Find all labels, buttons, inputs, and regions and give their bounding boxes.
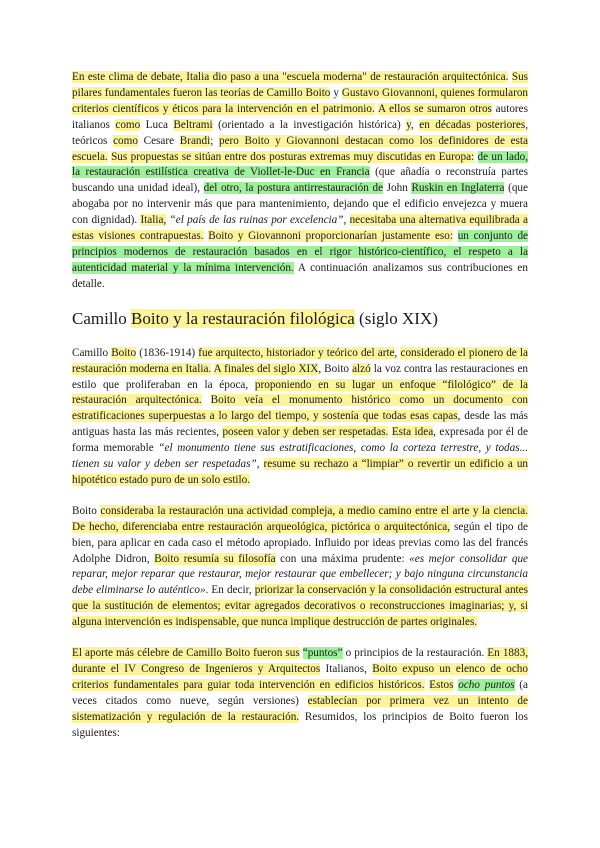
yellow-highlight-text: Boito (111, 346, 137, 359)
text-run: (a veces citados como nueve, según versiones) (72, 678, 528, 707)
body-paragraph (72, 70, 528, 293)
text-run (453, 230, 458, 242)
yellow-highlight-text: Beltrami (173, 118, 213, 131)
text-run: Luca (140, 118, 174, 131)
text-run: (que abogaba por no intervenir más que para mantenimiento, dejando que el edificio envejezca y muera con dignidad). (72, 182, 528, 227)
yellow-highlight-text: en décadas posteriores (419, 118, 526, 131)
body-paragraph (72, 504, 528, 631)
yellow-highlight-text: como (115, 118, 141, 131)
text-run: con una máxima prudente: (275, 552, 410, 565)
text-run: John (383, 182, 412, 195)
yellow-highlight-text: y (406, 118, 412, 131)
text-run: o principios de la restauración. (342, 647, 488, 660)
text-run: y (330, 86, 342, 99)
document-body (72, 70, 528, 757)
text-run: Camillo (72, 308, 132, 328)
yellow-highlight-text: Boito resumía su filosofía (154, 552, 276, 565)
body-paragraph (72, 346, 528, 489)
yellow-highlight-text: alzó (352, 362, 371, 375)
yellow-highlight-text: Brandi (179, 134, 211, 147)
yellow-highlight-text: Boito expuso un elenco de ocho criterios fundamentales para guiar toda intervención en edificios históricos. (72, 663, 528, 691)
yellow-highlight-text: El aporte más célebre de Camillo Boito fueron sus (72, 647, 300, 660)
text-run: A continuación analizamos sus contribuciones en detalle. (72, 261, 528, 290)
italic-quote-text: “el país de las ruinas por excelencia” (169, 214, 344, 227)
text-run: (que añadía o reconstruía partes buscando una unidad ideal), (72, 166, 528, 195)
italic-quote-text: «es mejor consolidar que reparar, mejor reparar que restaurar, mejor restaurar que embellecer; y bajo ninguna circunstancia debe eliminarse lo auténtico» (72, 552, 529, 597)
text-run: Camillo (72, 346, 112, 359)
yellow-highlight-text: A ellos se sumaron otros (377, 102, 492, 115)
text-run: , (343, 214, 350, 227)
text-run: . En decir, (205, 584, 255, 597)
text-run: , (256, 458, 264, 471)
green-highlight-text: “puntos” (302, 647, 343, 660)
yellow-highlight-text: resume su rechazo a “limpiar” o revertir un edificio a un hipotético estado puro de un solo estilo. (72, 458, 529, 486)
text-run (202, 394, 211, 406)
section-heading (72, 308, 528, 330)
body-paragraph (72, 646, 528, 741)
green-highlight-text: ocho puntos (458, 678, 515, 691)
yellow-highlight-text: proponiendo en su lugar un enfoque “filológico” de la restauración arquitectónica. (72, 378, 528, 407)
text-run: Boito (72, 504, 97, 517)
yellow-highlight-text: En este clima de debate, Italia dio paso a una "escuela moderna" de restauración arquitectónica. (72, 71, 509, 83)
yellow-highlight-text: A finales del siglo XIX (213, 362, 319, 375)
text-run: , (411, 118, 420, 131)
italic-quote-text: “el monumento tiene sus estratificaciones, como la corteza terrestre, y todas... tienen su valor y deben ser respetadas” (72, 442, 528, 471)
text-run: Resumidos, los principios de Boito fueron los siguientes: (72, 710, 528, 739)
text-run (474, 151, 477, 163)
text-run: , teóricos (72, 118, 529, 147)
yellow-highlight-text: Boito veía el monumento histórico como un documento con estratificaciones superpuestas a lo largo del tiempo, y sostenía que todas esas capas (72, 394, 529, 423)
green-highlight-text: de un lado, la restauración estilística creativa de Viollet-le-Duc en Francia (72, 150, 529, 179)
text-run: (siglo XIX) (354, 308, 438, 328)
yellow-highlight-text: Boito y la restauración filológica (131, 308, 355, 328)
text-run: , Boito (318, 362, 353, 375)
yellow-highlight-text: establecían por primera vez un intento de sistematización y regulación de la restauración. (72, 694, 528, 723)
yellow-highlight-text: necesitaba una alternativa equilibrada a estas visiones contrapuestas. (72, 214, 529, 243)
text-run: , (394, 346, 401, 359)
yellow-highlight-text: Sus pilares fundamentales fueron las teorías de Camillo Boito (72, 71, 529, 99)
yellow-highlight-text: como (113, 134, 138, 147)
text-run: , expresada por él de forma memorable (72, 426, 528, 455)
yellow-highlight-text: Sus propuestas se sitúan entre dos posturas extremas muy discutidas en Europa: (111, 150, 475, 163)
yellow-highlight-text: Esta idea (391, 426, 434, 439)
text-run: autores italianos (72, 102, 528, 131)
yellow-highlight-text: Italia, (140, 214, 167, 227)
text-run: , desde las más antiguas hasta las más recientes, (72, 410, 528, 439)
text-run: Italianos, (320, 663, 373, 675)
text-run: la voz contra las restauraciones en estilo que proliferaban en la época, (72, 362, 528, 391)
yellow-highlight-text: De hecho, diferenciaba entre restauración arqueológica, pictórica o arquitectónica, (72, 520, 451, 533)
yellow-highlight-text: Estos (429, 678, 454, 691)
yellow-highlight-text: Gustavo Giovannoni, quienes formularon criterios científicos y éticos para la intervención en el patrimonio. (72, 86, 529, 115)
text-run: Cesare (137, 134, 180, 147)
green-highlight-text: un conjunto de principios modernos de restauración basados en el rigor histórico-científico, el respeto a la autenticidad material y la mínima intervención. (72, 230, 529, 274)
text-run: ; (210, 134, 219, 147)
yellow-highlight-text: En 1883, durante el IV Congreso de Ingenieros y Arquitectos (72, 647, 528, 675)
yellow-highlight-text: pero Boito y Giovannoni destacan como los definidores de esta escuela. (72, 134, 528, 163)
yellow-highlight-text: considerado el pionero de la restauración moderna en Italia. (72, 346, 528, 375)
yellow-highlight-text: Boito y Giovannoni proporcionarían justamente eso: (208, 230, 453, 243)
yellow-highlight-text: consideraba la restauración una actividad compleja, a medio camino entre el arte y la ciencia. (100, 504, 529, 517)
yellow-highlight-text: priorizar la conservación y la consolidación estructural antes que la sustitución de elementos; evitar agregados decorativos o reconstrucciones imaginarias; y, si alguna intervención es indispensable, que nunca implique destrucción de partes originales. (72, 584, 528, 629)
green-highlight-text: Ruskin en Inglaterra (411, 182, 505, 195)
text-run: (1836-1914) (136, 346, 199, 359)
yellow-highlight-text: poseen valor y deben ser respetadas. (222, 426, 389, 439)
text-run: (orientado a la investigación histórica) (212, 118, 407, 131)
yellow-highlight-text: fue arquitecto, historiador y teórico del arte (198, 346, 395, 359)
text-run: según el tipo de bien, para aplicar en cada caso el método apropiado. Influido por ideas previas como las del francés Adolphe Didron, (72, 520, 529, 565)
green-highlight-text: del otro, la postura antirrestauración de (203, 182, 384, 195)
